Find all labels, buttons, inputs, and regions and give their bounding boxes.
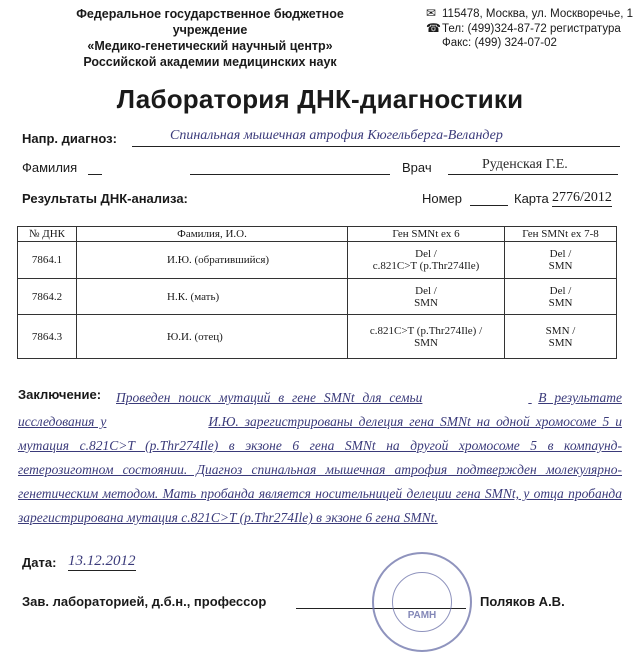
ex78-line2: SMN bbox=[548, 336, 573, 349]
org-line-3: Российской академии медицинских наук bbox=[83, 55, 337, 69]
table-row bbox=[18, 315, 617, 359]
ex78-line1: Del / bbox=[549, 248, 572, 260]
diagnosis-label: Напр. диагноз: bbox=[22, 131, 117, 146]
col-ex78-header: Ген SMNt ex 7-8 bbox=[505, 227, 617, 242]
ex78-result bbox=[505, 315, 617, 359]
ex78-line2: SMN bbox=[548, 260, 573, 272]
number-underline bbox=[470, 205, 508, 206]
head-of-lab-label: Зав. лабораторией, д.б.н., профессор bbox=[22, 594, 267, 609]
patient-name: Н.К. (мать) bbox=[77, 279, 348, 315]
conclusion-label: Заключение: bbox=[18, 387, 102, 402]
ex6-line2: c.821C>T (p.Thr274Ile) bbox=[372, 260, 480, 272]
phone-text: Тел: (499)324-87-72 регистратура bbox=[442, 23, 621, 35]
ex6-line2: SMN bbox=[414, 336, 438, 349]
ex78-line1: SMN / bbox=[545, 324, 576, 337]
col-name-header: Фамилия, И.О. bbox=[77, 227, 348, 242]
ex78-line2: SMN bbox=[548, 296, 573, 309]
dna-number: 7864.3 bbox=[18, 315, 77, 359]
contacts-block bbox=[426, 6, 640, 50]
seal-text: РАМН bbox=[407, 610, 437, 621]
table-header-row bbox=[18, 227, 617, 242]
fax-text: Факс: (499) 324-07-02 bbox=[442, 37, 557, 49]
card-value: 2776/2012 bbox=[552, 190, 612, 205]
doctor-label: Врач bbox=[402, 160, 432, 175]
surname-underline-short bbox=[88, 174, 102, 175]
patient-name-blank bbox=[112, 410, 202, 434]
dna-number: 7864.1 bbox=[18, 242, 77, 279]
doctor-underline bbox=[448, 174, 618, 175]
ex78-result bbox=[505, 279, 617, 315]
address-row bbox=[426, 6, 640, 21]
card-label: Карта bbox=[514, 191, 549, 206]
ex6-result bbox=[348, 242, 505, 279]
page-title: Лаборатория ДНК-диагностики bbox=[116, 84, 524, 114]
number-label: Номер bbox=[422, 191, 463, 206]
ex6-line1: Del / bbox=[415, 248, 437, 260]
org-line-2: «Медико-генетический научный центр» bbox=[87, 39, 333, 53]
patient-name: Ю.И. (отец) bbox=[77, 315, 348, 359]
org-line-1: Федеральное государственное бюджетное учреждение bbox=[76, 7, 344, 37]
col-dna-header: № ДНК bbox=[18, 227, 77, 242]
date-label: Дата: bbox=[22, 555, 57, 570]
col-ex6-header: Ген SMNt ex 6 bbox=[348, 227, 505, 242]
envelope-icon: ✉ bbox=[426, 6, 437, 20]
seal-inner-ring bbox=[392, 572, 452, 632]
phone-row bbox=[426, 21, 640, 36]
ex6-line2: SMN bbox=[414, 296, 438, 309]
organization-header bbox=[40, 6, 380, 70]
doctor-value: Руденская Г.Е. bbox=[482, 157, 568, 172]
table-row bbox=[18, 242, 617, 279]
diagnosis-value: Спинальная мышечная атрофия Кюгельберга-Веландер bbox=[170, 128, 503, 143]
surname-label: Фамилия bbox=[22, 160, 78, 175]
results-label: Результаты ДНК-анализа: bbox=[22, 191, 188, 206]
conclusion-part-3: И.Ю. зарегистрированы делеция гена SMNt на одной хромосоме 5 и мутация c.821C>T (p.Thr274Ile) в экзоне 6 гена SMNt на другой хромосоме 5 в компаунд-гетерозиготном состоянии. Диагноз спинальная мышечная атрофия подтвержден молекулярно-генетическим методом. Мать пробанда является носительницей делеции гена SMNt, у отца пробанда зарегистрирована мутация c.821C>T (p.Thr274Ile) в экзоне 6 гена SMNt. bbox=[18, 414, 622, 525]
family-name-blank bbox=[430, 386, 530, 410]
conclusion-text bbox=[18, 386, 622, 530]
ex78-line1: Del / bbox=[549, 284, 572, 297]
phone-icon: ☎ bbox=[426, 21, 441, 35]
date-value: 13.12.2012 bbox=[68, 553, 136, 569]
ex6-line1: Del / bbox=[415, 284, 437, 297]
patient-name: И.Ю. (обратившийся) bbox=[77, 242, 348, 279]
conclusion-part-1: Проведен поиск мутаций в гене SMNt для семьи bbox=[116, 390, 423, 405]
conclusion-part-2: В результате исследования у bbox=[18, 390, 622, 429]
results-table bbox=[17, 226, 617, 359]
surname-underline bbox=[190, 174, 390, 175]
fax-row bbox=[426, 36, 640, 50]
dna-number: 7864.2 bbox=[18, 279, 77, 315]
ex6-result bbox=[348, 315, 505, 359]
ex6-result bbox=[348, 279, 505, 315]
ex78-result bbox=[505, 242, 617, 279]
seal-stamp bbox=[372, 552, 472, 652]
diagnosis-underline bbox=[132, 146, 620, 147]
head-of-lab-name: Поляков А.В. bbox=[480, 594, 565, 609]
address-text: 115478, Москва, ул. Москворечье, 1 bbox=[442, 8, 633, 20]
ex6-line1: c.821C>T (p.Thr274Ile) / bbox=[369, 324, 483, 337]
table-row bbox=[18, 279, 617, 315]
